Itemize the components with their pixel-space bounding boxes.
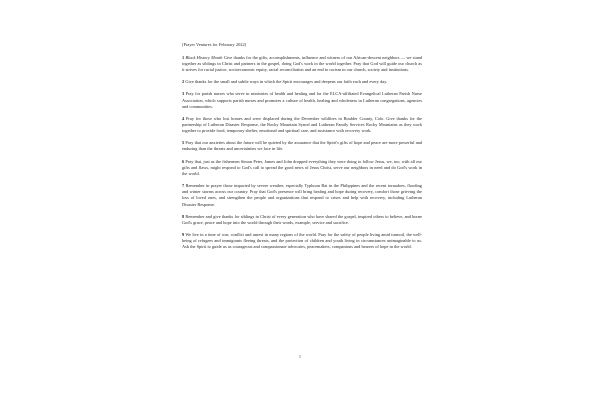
prayer-entry-number: 1 — [182, 54, 185, 60]
prayer-entry-6 — [182, 159, 422, 177]
prayer-entry-3 — [182, 91, 422, 109]
prayer-entry-5 — [182, 140, 422, 152]
prayer-entry-number: 4 — [182, 115, 185, 121]
prayer-entry-text: Give thanks for the small and subtle ways in which the Spirit encourages and deepens our faith each and every day. — [185, 79, 388, 85]
document-title: [Prayer Ventures for February 2022] — [182, 42, 247, 47]
prayer-entry-text: We live in a time of war, conflict and unrest in many regions of the world. Pray for the safety of people living amid turmoil, the well-being of refugees and immigrants fleeing threats, and the protection of children and youth living in circumstances unimaginable to us. Ask the Spirit to guide us as courageous and compassionate advocates, peacemakers, companions and bearers of hope in the world. — [182, 232, 422, 250]
prayer-entry-text: Pray that our anxieties about the future will be quieted by the assurance that the Spirit's gifts of hope and peace are more powerful and enduring than the threats and uncertainties we face in life. — [182, 140, 422, 152]
prayer-entry-number: 6 — [182, 158, 185, 164]
prayer-entry-text: Pray for those who lost homes and were displaced during the December wildfires in Boulder County, Colo. Give thanks for the partnership of Lutheran Disaster Response, the Rocky Mountain Synod and Lutheran Family Services Rocky Mountains as they work together to provide food, temporary shelter, emotional and spiritual care, and assistance with recovery work. — [182, 115, 422, 134]
document-text-column — [182, 42, 422, 250]
prayer-entry-1 — [182, 55, 422, 73]
prayer-entry-2 — [182, 79, 422, 85]
prayer-entry-number: 3 — [182, 91, 185, 97]
prayer-entry-number: 9 — [182, 232, 185, 238]
page-number: 1 — [298, 354, 302, 359]
prayer-entry-text: Pray that, just as the fishermen Simon Peter, James and John dropped everything they were doing to follow Jesus, we, too, with all our gifts and flaws, might respond to God's call to spread the good news of Jesus Christ, serve our neighbors in need and do God's work in the world. — [182, 158, 422, 176]
prayer-entry-heading: Black History Month — [185, 54, 223, 60]
prayer-entry-9 — [182, 232, 422, 250]
prayer-entry-7 — [182, 183, 422, 207]
prayer-entry-8 — [182, 214, 422, 226]
prayer-entry-text: Remember and give thanks for siblings in Christ of every generation who have shared the gospel, inspired others to believe, and borne God's grace, peace and hope into the world through their words, example, service and sacrifice. — [182, 213, 422, 225]
prayer-entry-number: 7 — [182, 183, 185, 189]
prayer-entry-number: 8 — [182, 213, 185, 219]
prayer-entry-number: 5 — [182, 140, 185, 146]
prayer-entry-number: 2 — [182, 79, 185, 85]
prayer-entry-text: Pray for parish nurses who serve in ministries of health and healing and for the ELCA-affiliated Evangelical Lutheran Parish Nurse Association, which supports parish nurses and promotes a culture of health, healing and wholeness in Lutheran congregations, agencies and communities. — [182, 91, 422, 109]
prayer-entry-text: Give thanks for the gifts, accomplishments, influence and witness of our African-descent neighbors — we stand together as siblings in Christ and partners in the gospel, doing God's work in the world together. Pray that God will guide our church as it strives for racial justice, socioeconomic equity, racial reconciliation and an end to racism in our church, society and institutions. — [182, 54, 422, 72]
prayer-entry-4 — [182, 116, 422, 134]
prayer-entry-text: Remember in prayer those impacted by severe weather, especially Typhoon Rai in the Philippines and the recent tornadoes, flooding and winter storms across our country. Pray that God's presence will bring healing and hope during recovery, comfort those grieving the loss of loved ones, and strengthen the people and organizations that respond to crises and help with recovery, including Lutheran Disaster Response. — [182, 183, 422, 207]
